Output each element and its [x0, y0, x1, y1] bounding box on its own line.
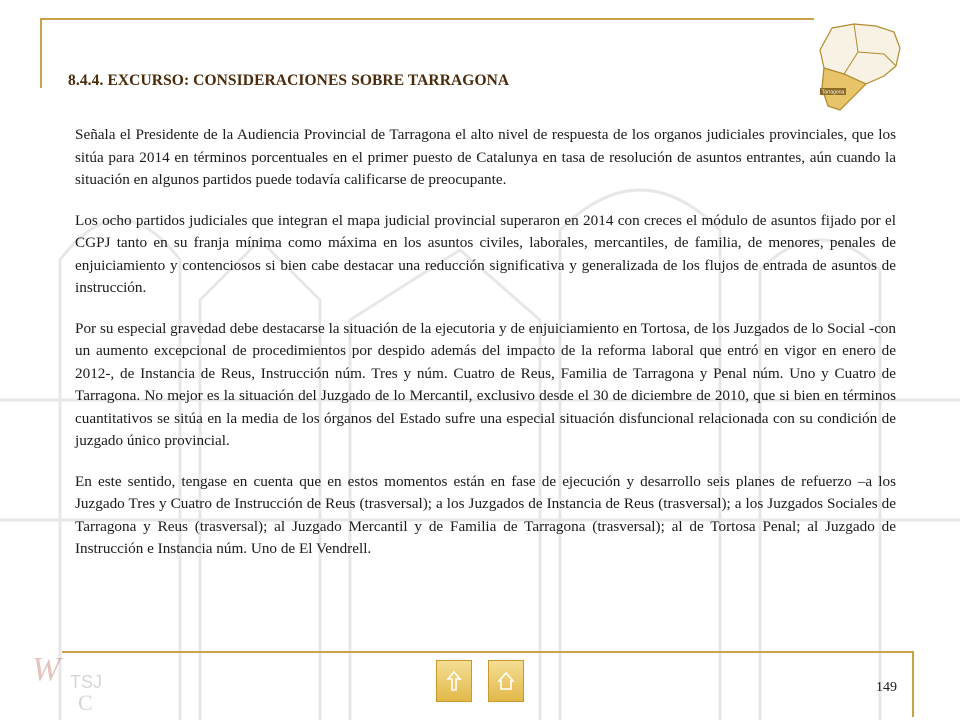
frame-top-rule — [40, 18, 852, 20]
logo-text: TSJ — [70, 672, 103, 692]
home-icon — [497, 670, 515, 692]
nav-home-button[interactable] — [488, 660, 524, 702]
section-title: 8.4.4. EXCURSO: CONSIDERACIONES SOBRE TARRAGONA — [68, 72, 510, 89]
svg-text:C: C — [78, 690, 93, 715]
paragraph-3: Por su especial gravedad debe destacarse la situación de la ejecutoria y de enjuiciamiento en Tortosa, de los Juzgados de lo Social -con un aumento excepcional de procedimientos por despido además del impacto de la reforma laboral que entró en vigor en enero de 2012-, de Instancia de Reus, Instrucción núm. Tres y núm. Cuatro de Reus, Familia de Tarragona y Penal núm. Uno y Cuatro de Tarragona. No mejor es la situación del Juzgado de lo Mercantil, exclusivo desde el 30 de diciembre de 2010, que si bien en términos cuantitativos se sitúa en la media de los órganos del Estado sufre una especial situación disfuncional relacionada con su condición de juzgado único provincial. — [75, 319, 896, 449]
paragraph-4: En este sentido, tengase en cuenta que en estos momentos están en fase de ejecución y desarrollo seis planes de refuerzo –a los Juzgado Tres y Cuatro de Instrucción de Reus (trasversal); a los Juzgados de Instancia de Reus (trasversal); a los Juzgados Sociales de Tarragona y Reus (trasversal); al Juzgado Mercantil y de Familia de Tarragona (trasversal); al de Tortosa Penal; al Juzgado de Instrucción e Instancia núm. Uno de El Vendrell. — [75, 472, 896, 557]
nav-up-button[interactable] — [436, 660, 472, 702]
frame-bottom-rule — [62, 651, 914, 653]
body-text — [75, 124, 896, 579]
page-number: 149 — [876, 680, 897, 695]
svg-text:W: W — [32, 651, 61, 688]
paragraph-2: Los ocho partidos judiciales que integran el mapa judicial provincial superaron en 2014 con creces el módulo de asuntos fijado por el CGPJ tanto en su franja mínima como máxima en los asuntos civiles, laborales, mercantiles, de familia, de menores, penales de enjuiciamiento y contenciosos si bien cabe destacar una reducción significativa y generalizada de los flujos de entrada de asuntos de instrucción. — [75, 211, 896, 296]
map-label: Tarragona — [821, 89, 845, 96]
frame-right-rule — [912, 651, 914, 717]
paragraph-1: Señala el Presidente de la Audiencia Provincial de Tarragona el alto nivel de respuesta de los organos judiciales provinciales, que los sitúa para 2014 en términos porcentuales en el primer puesto de Catalunya en tasa de resolución de asuntos entrantes, aún cuando la situación en algunos partidos puede todavía calificarse de preocupante. — [75, 126, 896, 188]
catalonia-map-icon — [814, 18, 902, 118]
tsj-logo-icon — [30, 640, 120, 715]
up-arrow-icon — [445, 670, 463, 692]
frame-left-rule — [40, 18, 42, 88]
